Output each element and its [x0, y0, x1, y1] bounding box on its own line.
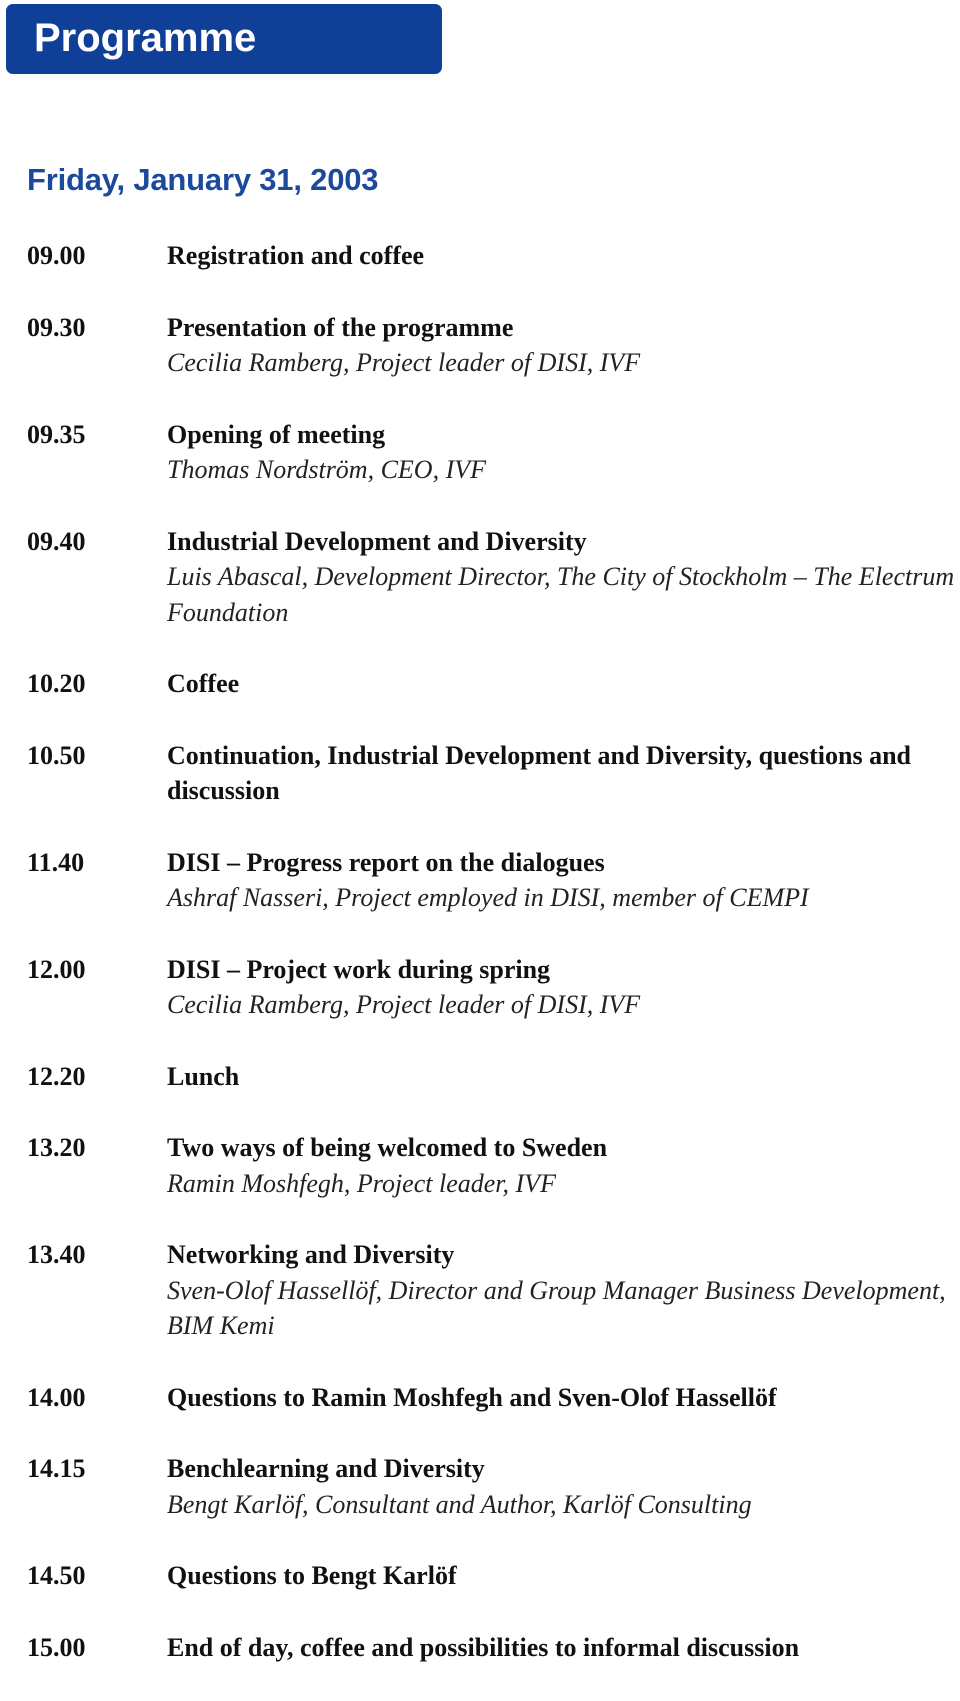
entry-title: Presentation of the programme — [167, 312, 514, 342]
schedule-entry — [27, 310, 960, 381]
entry-speaker: Thomas Nordström, CEO, IVF — [167, 455, 487, 484]
entry-time: 09.35 — [27, 419, 86, 449]
schedule-entry — [27, 1451, 960, 1522]
entry-title: Questions to Ramin Moshfegh and Sven-Olof Hassellöf — [167, 1382, 777, 1412]
schedule-entry — [27, 666, 960, 702]
entry-title: Benchlearning and Diversity — [167, 1454, 485, 1483]
entry-speaker: Bengt Karlöf, Consultant and Author, Karlöf Consulting — [167, 1489, 752, 1519]
entry-body — [167, 310, 960, 381]
schedule-entry — [27, 1558, 960, 1594]
entry-speaker: Sven-Olof Hassellöf, Director and Group Manager Business Development, BIM Kemi — [167, 1275, 946, 1340]
schedule-entry — [27, 417, 960, 488]
entry-title: DISI – Project work during spring — [167, 954, 551, 984]
schedule-entry — [27, 238, 960, 274]
entry-time: 14.00 — [27, 1382, 86, 1412]
entry-time: 12.20 — [27, 1061, 86, 1091]
schedule-entry — [27, 1237, 960, 1344]
entry-time: 09.00 — [27, 241, 86, 270]
entry-speaker: Ramin Moshfegh, Project leader, IVF — [167, 1168, 556, 1198]
page-title: Programme — [34, 16, 257, 60]
entry-time: 13.20 — [27, 1133, 86, 1162]
entry-title: Registration and coffee — [167, 241, 425, 270]
entry-time: 10.50 — [27, 740, 86, 770]
day-heading: Friday, January 31, 2003 — [27, 162, 379, 197]
entry-body — [167, 1451, 960, 1522]
entry-title: Lunch — [167, 1061, 240, 1091]
entry-time: 15.00 — [27, 1632, 86, 1662]
entry-title: Continuation, Industrial Development and Diversity, questions and discussion — [167, 740, 912, 805]
entry-body — [167, 417, 960, 488]
entry-title: DISI – Progress report on the dialogues — [167, 847, 605, 877]
schedule-entry — [27, 952, 960, 1023]
entry-body — [167, 845, 960, 916]
entry-title: Two ways of being welcomed to Sweden — [167, 1133, 608, 1162]
entry-title: Industrial Development and Diversity — [167, 526, 587, 556]
entry-body — [167, 1059, 960, 1095]
entry-time: 14.15 — [27, 1454, 86, 1483]
entry-time: 13.40 — [27, 1240, 86, 1269]
entry-body — [167, 238, 960, 274]
entry-body — [167, 952, 960, 1023]
schedule-entry — [27, 1130, 960, 1201]
entry-body — [167, 738, 960, 809]
entry-time: 09.30 — [27, 312, 86, 342]
schedule-entry — [27, 845, 960, 916]
entry-body — [167, 666, 960, 702]
entry-body — [167, 1630, 960, 1666]
schedule-entry — [27, 1630, 960, 1666]
entry-body — [167, 1380, 960, 1416]
schedule-entry — [27, 524, 960, 631]
schedule-list — [27, 238, 960, 1701]
programme-title-banner — [6, 4, 442, 74]
entry-title: Questions to Bengt Karlöf — [167, 1561, 457, 1590]
entry-speaker: Cecilia Ramberg, Project leader of DISI, IVF — [167, 348, 641, 377]
entry-speaker: Luis Abascal, Development Director, The City of Stockholm – The Electrum Foundation — [167, 562, 955, 627]
schedule-entry — [27, 738, 960, 809]
entry-time: 12.00 — [27, 954, 86, 984]
entry-time: 09.40 — [27, 526, 86, 556]
entry-body — [167, 1237, 960, 1344]
schedule-entry — [27, 1059, 960, 1095]
entry-time: 14.50 — [27, 1561, 86, 1590]
entry-speaker: Cecilia Ramberg, Project leader of DISI, IVF — [167, 990, 641, 1019]
entry-body — [167, 1558, 960, 1594]
entry-body — [167, 1130, 960, 1201]
entry-title: Networking and Diversity — [167, 1240, 455, 1269]
entry-speaker: Ashraf Nasseri, Project employed in DISI, member of CEMPI — [167, 883, 809, 912]
entry-title: Opening of meeting — [167, 419, 386, 449]
entry-time: 11.40 — [27, 847, 85, 877]
schedule-entry — [27, 1380, 960, 1416]
entry-title: End of day, coffee and possibilities to informal discussion — [167, 1632, 800, 1662]
entry-title: Coffee — [167, 669, 240, 698]
entry-body — [167, 524, 960, 631]
entry-time: 10.20 — [27, 669, 86, 698]
